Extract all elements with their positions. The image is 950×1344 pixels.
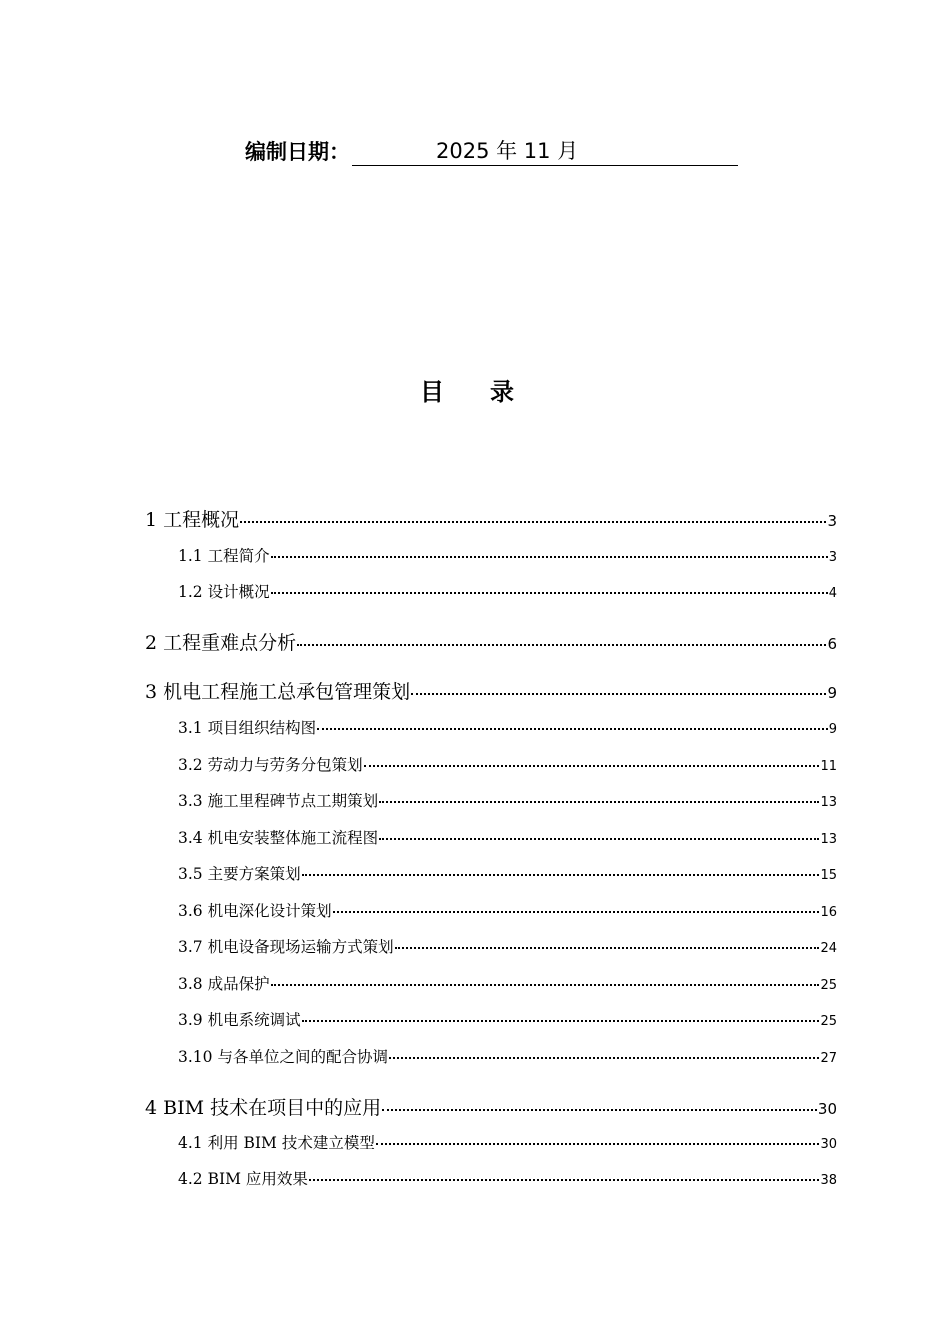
toc-entry-label: 4.1 利用 BIM 技术建立模型 [178, 1134, 375, 1152]
toc-entry-page: 9 [828, 722, 837, 737]
toc-leader [389, 1056, 820, 1059]
toc-entry-page: 11 [820, 759, 837, 774]
toc-entry-page: 6 [827, 635, 837, 653]
toc-entry-page: 3 [828, 550, 837, 565]
toc-leader [271, 983, 820, 986]
toc-entry-page: 13 [820, 832, 837, 847]
toc-entry[interactable] [178, 826, 837, 848]
toc-leader [333, 910, 820, 913]
toc-entry-page: 24 [820, 941, 837, 956]
toc-entry[interactable] [145, 677, 837, 704]
toc-entry-label: 3.3 施工里程碑节点工期策划 [178, 792, 379, 810]
toc-entry[interactable] [178, 972, 837, 994]
toc-entry[interactable] [178, 580, 837, 602]
toc-entry-label: 3.2 劳动力与劳务分包策划 [178, 756, 363, 774]
toc-entry[interactable] [178, 862, 837, 884]
toc-entry-page: 25 [820, 978, 837, 993]
toc-leader [376, 1142, 820, 1145]
toc-entry[interactable] [178, 789, 837, 811]
toc-entry-label: 3.4 机电安装整体施工流程图 [178, 829, 379, 847]
toc-entry[interactable] [178, 544, 837, 566]
toc-entry-page: 9 [827, 684, 837, 702]
toc-entry-page: 38 [820, 1173, 837, 1188]
toc-entry-page: 30 [817, 1100, 837, 1118]
toc-leader [271, 591, 828, 594]
toc-entry[interactable] [178, 935, 837, 957]
toc-entry-label: 3 机电工程施工总承包管理策划 [145, 681, 411, 703]
toc-entry[interactable] [178, 1045, 837, 1067]
toc-entry[interactable] [145, 628, 837, 655]
toc-leader [317, 727, 828, 730]
toc-entry-page: 30 [820, 1137, 837, 1152]
toc-entry-label: 3.1 项目组织结构图 [178, 719, 317, 737]
toc-entry[interactable] [178, 1131, 837, 1153]
toc-entry-label: 4.2 BIM 应用效果 [178, 1170, 308, 1188]
toc-entry[interactable] [178, 1008, 837, 1030]
compile-date-value: 2025 年 11 月 [352, 137, 738, 166]
toc-leader [382, 1108, 817, 1111]
toc-entry-label: 2 工程重难点分析 [145, 632, 297, 654]
toc-leader [395, 946, 820, 949]
toc-entry-page: 15 [820, 868, 837, 883]
compile-date [245, 136, 738, 166]
toc-entry-label: 3.5 主要方案策划 [178, 865, 301, 883]
toc-leader [302, 1019, 820, 1022]
compile-date-label: 编制日期： [245, 140, 350, 164]
toc-entry-page: 3 [827, 512, 837, 530]
toc-entry-label: 3.7 机电设备现场运输方式策划 [178, 938, 394, 956]
toc-entry-page: 16 [820, 905, 837, 920]
toc-leader [297, 643, 826, 646]
toc-leader [379, 800, 819, 803]
toc-entry-page: 25 [820, 1014, 837, 1029]
toc-leader [302, 873, 820, 876]
toc-entry-label: 3.6 机电深化设计策划 [178, 902, 332, 920]
toc-leader [411, 692, 826, 695]
toc-leader [271, 555, 828, 558]
toc-entry[interactable] [178, 1167, 837, 1189]
toc-entry-page: 13 [820, 795, 837, 810]
toc-leader [364, 764, 820, 767]
toc-entry-label: 4 BIM 技术在项目中的应用 [145, 1097, 382, 1119]
toc-entry[interactable] [145, 1093, 837, 1120]
toc-entry-page: 4 [828, 586, 837, 601]
toc-entry[interactable] [178, 899, 837, 921]
toc-entry-label: 1.1 工程简介 [178, 547, 270, 565]
toc-entry[interactable] [178, 716, 837, 738]
toc-leader [309, 1178, 820, 1181]
toc-title: 目录 [420, 378, 560, 406]
toc-entry-label: 3.9 机电系统调试 [178, 1011, 301, 1029]
toc-entry-label: 1 工程概况 [145, 509, 240, 531]
toc-entry-label: 3.8 成品保护 [178, 975, 270, 993]
toc-entry-label: 1.2 设计概况 [178, 583, 270, 601]
toc-entry-label: 3.10 与各单位之间的配合协调 [178, 1048, 388, 1066]
toc-entry-page: 27 [820, 1051, 837, 1066]
toc-entry[interactable] [178, 753, 837, 775]
toc-leader [379, 837, 819, 840]
toc-entry[interactable] [145, 505, 837, 532]
toc-leader [240, 520, 826, 523]
